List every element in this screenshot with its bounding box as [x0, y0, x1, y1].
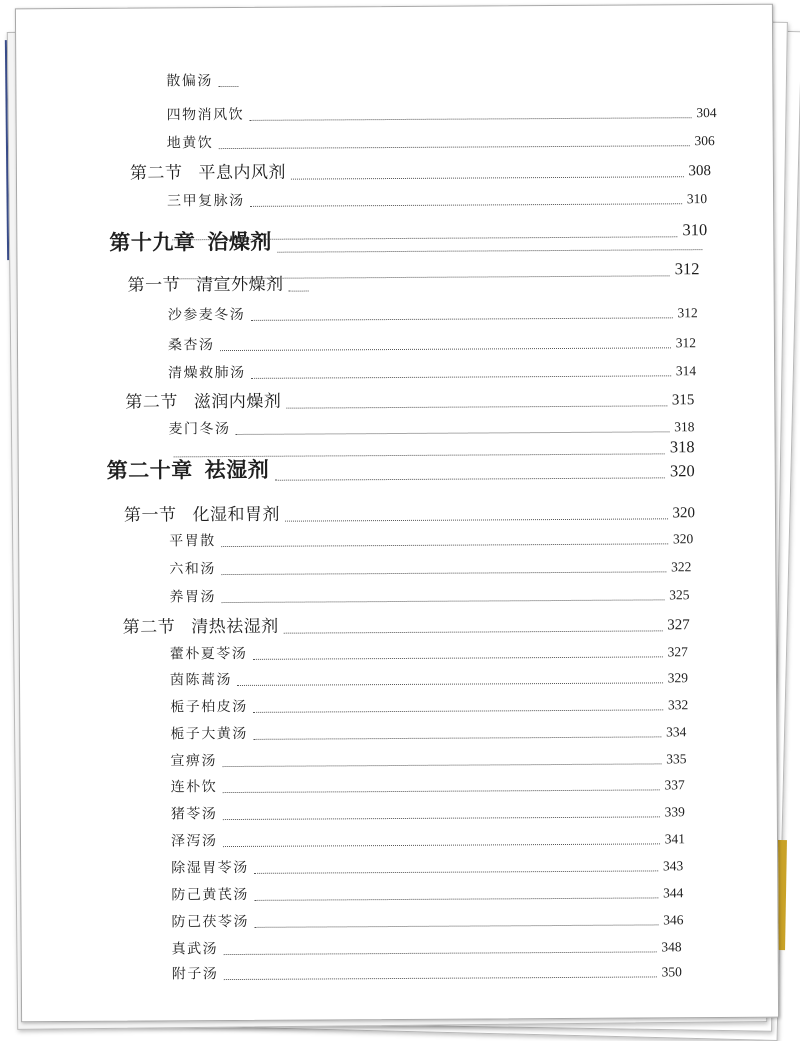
- leader-dots: [253, 736, 661, 739]
- toc-entry: [169, 527, 693, 550]
- toc-entry: [168, 415, 694, 438]
- toc-title: [170, 750, 217, 770]
- leader-dots: [285, 518, 667, 521]
- toc-title-text: 六和汤: [169, 561, 216, 578]
- leader-dots: [223, 976, 656, 980]
- toc-title: [170, 696, 248, 716]
- toc-page-number: 341: [664, 831, 686, 847]
- toc-page-number: 348: [661, 939, 682, 955]
- toc-title: [169, 558, 216, 578]
- leader-dots: [222, 789, 659, 793]
- toc-title-text: 四物消风饮: [166, 106, 245, 124]
- toc-entry: [166, 101, 716, 124]
- toc-entry: [171, 800, 685, 823]
- toc-title-text: 祛湿剂: [204, 456, 270, 483]
- toc-page-number: 306: [694, 133, 715, 149]
- toc-number: 第二节: [125, 392, 178, 413]
- toc-page-number: 320: [669, 461, 695, 481]
- toc-title: [125, 387, 281, 413]
- toc-entry: [170, 640, 688, 663]
- toc-number: 第十九章: [109, 229, 196, 255]
- toc-title: [171, 830, 218, 850]
- toc-number: 第二节: [129, 163, 183, 184]
- toc-title-text: 除湿胃苓汤: [171, 859, 249, 877]
- toc-entry: [172, 960, 682, 983]
- toc-entry: [171, 908, 683, 931]
- toc-title-text: 地黄饮: [166, 135, 214, 152]
- toc-title: [172, 963, 219, 983]
- toc-title: [130, 158, 286, 184]
- toc-page-number: 312: [675, 335, 697, 351]
- toc-chapter: [109, 223, 707, 257]
- toc-title: [109, 226, 272, 257]
- toc-title: [171, 884, 249, 904]
- toc-title: [171, 803, 218, 823]
- toc-entry: [170, 693, 688, 716]
- toc-page-number: 337: [664, 777, 685, 793]
- leader-dots: [252, 656, 662, 660]
- toc-page-number: 318: [669, 437, 695, 457]
- leader-dots: [223, 951, 656, 955]
- toc-page-number: 335: [666, 751, 687, 767]
- toc-page-number: 310: [682, 220, 708, 240]
- leader-dots: [218, 145, 689, 149]
- toc-page-number: 350: [661, 964, 682, 980]
- toc-title-text: 散偏汤: [166, 73, 213, 90]
- toc-page-number: 343: [662, 858, 684, 874]
- leader-dots: [254, 924, 658, 927]
- toc-title: [167, 132, 214, 152]
- leader-dots: [250, 203, 682, 207]
- toc-section: [130, 155, 711, 184]
- toc-entry: [167, 129, 715, 152]
- toc-title-text: 桑杏汤: [167, 337, 215, 354]
- toc-title: [170, 723, 248, 743]
- toc-entry: [167, 187, 707, 210]
- toc-title: [169, 586, 216, 606]
- leader-dots: [286, 405, 666, 408]
- table-of-contents: [16, 5, 778, 1022]
- toc-entry: [172, 935, 682, 958]
- toc-entry: [171, 854, 683, 877]
- leader-dots: [254, 870, 658, 873]
- toc-title: [167, 190, 245, 210]
- toc-title: [123, 612, 279, 638]
- toc-title-text: 栀子柏皮汤: [170, 698, 248, 716]
- toc-title-text: 沙参麦冬汤: [167, 306, 246, 324]
- toc-number: 第一节: [123, 505, 177, 526]
- toc-page-number: 312: [674, 259, 700, 279]
- toc-section: [125, 384, 694, 412]
- toc-title-text: 栀子大黄汤: [170, 725, 248, 743]
- toc-title-text: 化湿和胃剂: [192, 504, 281, 526]
- leader-dots: [291, 176, 683, 179]
- toc-title: [124, 500, 280, 526]
- toc-page-number: 325: [669, 587, 690, 603]
- toc-page-number: 308: [688, 163, 711, 180]
- toc-title: [168, 418, 230, 438]
- toc-page-number: 334: [666, 724, 687, 740]
- toc-page-number: 327: [667, 617, 690, 634]
- toc-title-text: 清燥救肺汤: [168, 364, 246, 382]
- leader-dots: [223, 843, 660, 847]
- toc-section: [123, 609, 690, 637]
- toc-title: [170, 643, 248, 663]
- toc-page-number: 344: [663, 885, 684, 901]
- toc-section: [124, 497, 695, 525]
- leader-dots: [284, 630, 662, 633]
- leader-dots: [249, 117, 691, 121]
- leader-dots: [274, 477, 665, 480]
- leader-dots: [220, 347, 671, 351]
- leader-dots: [237, 682, 663, 686]
- toc-number: 第二节: [122, 617, 176, 638]
- toc-title: [168, 304, 246, 324]
- toc-title-text: 平息内风剂: [198, 162, 286, 184]
- toc-title-text: 滋润内燥剂: [193, 391, 282, 413]
- leader-dots: [222, 816, 659, 820]
- toc-title: [171, 911, 249, 931]
- leader-dots: [254, 897, 658, 900]
- leader-dots: [251, 375, 671, 379]
- toc-title: [171, 776, 218, 796]
- leader-dots: [222, 763, 661, 767]
- toc-title: [168, 362, 246, 382]
- toc-page-number: 332: [667, 697, 689, 713]
- toc-title-text: 养胃汤: [169, 589, 217, 606]
- toc-title: [172, 938, 219, 958]
- leader-dots: [236, 431, 670, 435]
- toc-title-text: 泽泻汤: [170, 833, 218, 850]
- toc-page: [15, 4, 779, 1023]
- toc-title: [166, 104, 244, 124]
- toc-title-text: 宣痹汤: [170, 753, 218, 770]
- toc-page-number: 312: [677, 305, 698, 321]
- toc-entry: [170, 747, 686, 770]
- toc-entry: [166, 70, 230, 90]
- leader-dots: [250, 317, 672, 321]
- leader-dots: [218, 86, 238, 87]
- toc-entry: [170, 666, 688, 689]
- leader-dots: [289, 291, 309, 292]
- toc-page-number: 346: [663, 912, 684, 928]
- toc-page-number: 304: [696, 105, 717, 121]
- toc-chapter: [107, 451, 695, 485]
- toc-title: [169, 530, 216, 550]
- toc-title-text: 猪苓汤: [170, 806, 218, 823]
- toc-title-text: 真武汤: [171, 941, 219, 958]
- toc-title: [170, 669, 232, 689]
- toc-page-number: 310: [686, 191, 708, 207]
- toc-title-text: 麦门冬汤: [168, 421, 231, 438]
- toc-title: [107, 454, 270, 485]
- toc-page-number: 315: [671, 392, 695, 409]
- toc-title-text: 治燥剂: [207, 228, 272, 255]
- toc-title: [128, 270, 284, 296]
- toc-title-text: 清宣外燥剂: [196, 274, 284, 296]
- toc-title-text: 防己黄芪汤: [171, 886, 249, 904]
- leader-dots: [277, 249, 702, 253]
- toc-title: [168, 334, 215, 354]
- toc-entry: [168, 359, 696, 382]
- toc-page-number: 329: [667, 670, 689, 686]
- leader-dots: [221, 599, 664, 603]
- toc-entry: [169, 555, 691, 578]
- toc-entry: [171, 773, 685, 796]
- toc-number: 第二十章: [106, 457, 193, 483]
- toc-page-number: 320: [672, 531, 694, 547]
- toc-page-number: 314: [675, 363, 697, 379]
- toc-entry: [170, 720, 686, 743]
- toc-title-text: 防己茯苓汤: [171, 913, 250, 931]
- toc-entry: [169, 583, 689, 606]
- toc-title-text: 藿朴夏苓汤: [169, 645, 248, 663]
- toc-page-number: 320: [672, 505, 696, 522]
- leader-dots: [221, 571, 666, 575]
- toc-page-number: 327: [667, 644, 688, 660]
- toc-title-text: 清热祛湿剂: [191, 616, 279, 638]
- toc-section: [128, 270, 298, 296]
- leader-dots: [221, 543, 668, 547]
- toc-number: 第一节: [127, 275, 181, 296]
- toc-entry: [171, 881, 683, 904]
- toc-title-text: 平胃散: [169, 533, 216, 550]
- toc-entry: [168, 301, 698, 324]
- toc-page-number: 322: [671, 559, 692, 575]
- toc-title-text: 茵陈蒿汤: [169, 672, 233, 689]
- toc-title: [171, 857, 249, 877]
- toc-title-text: 三甲复脉汤: [167, 192, 245, 210]
- toc-page-number: 339: [664, 804, 685, 820]
- toc-title-text: 附子汤: [171, 966, 219, 983]
- toc-entry: [171, 827, 685, 850]
- toc-title: [166, 70, 213, 90]
- toc-title-text: 连朴饮: [170, 779, 218, 796]
- toc-entry: [168, 331, 696, 354]
- leader-dots: [253, 709, 663, 713]
- toc-page-number: 318: [674, 419, 695, 435]
